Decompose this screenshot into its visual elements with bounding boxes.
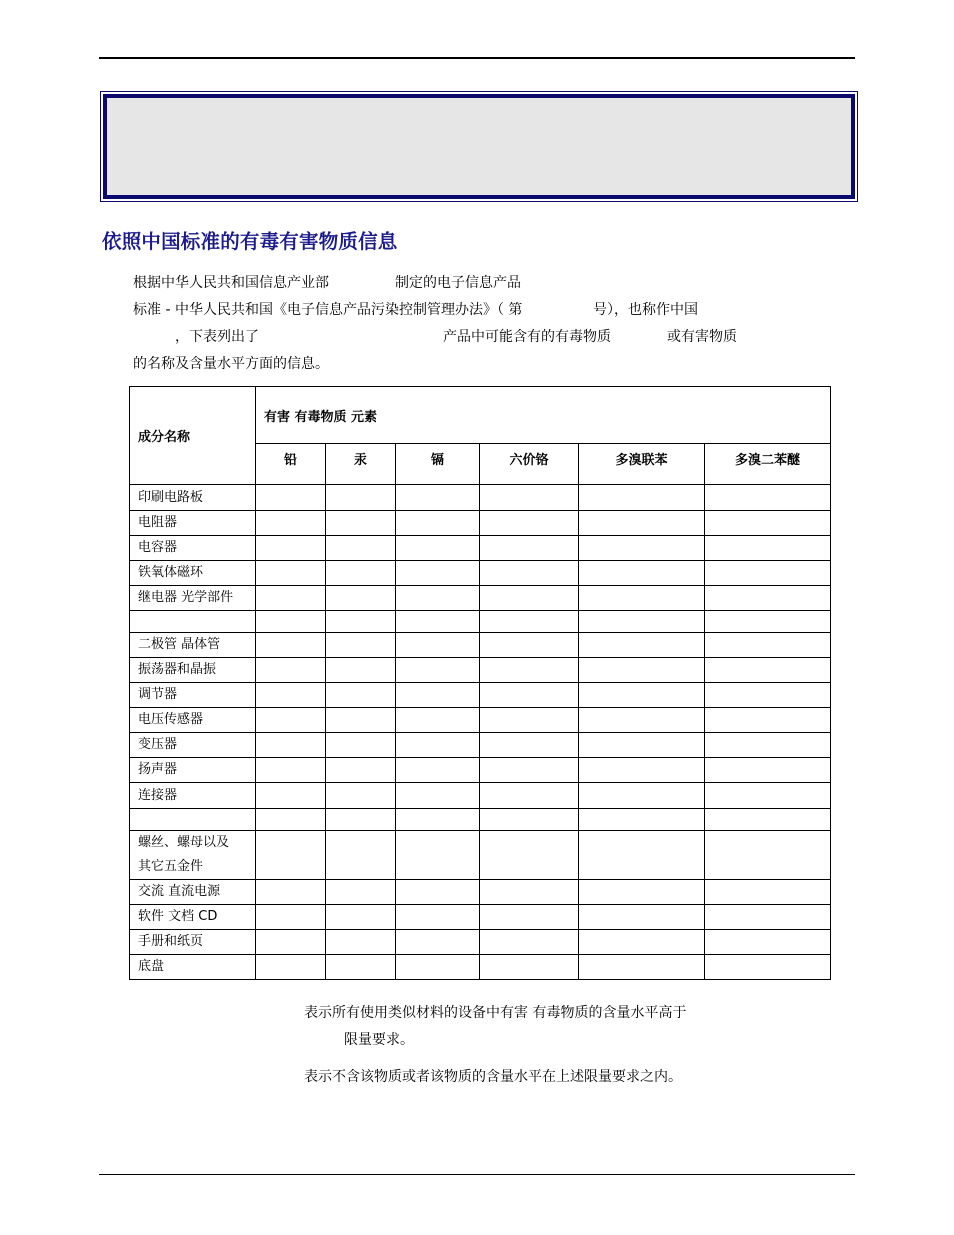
substance-cell: [579, 783, 705, 809]
element-header: 多溴联苯: [579, 444, 705, 485]
substance-cell: [256, 880, 326, 905]
substance-cell: [326, 611, 396, 633]
component-name: 连接器: [138, 787, 178, 803]
substance-cell: [579, 511, 705, 536]
component-name: 扬声器: [138, 762, 178, 777]
substance-cell: [480, 809, 579, 831]
substance-cell: [256, 708, 326, 733]
component-name-cell: [130, 733, 256, 758]
component-name-cell: [130, 708, 256, 733]
substance-cell: [480, 955, 579, 980]
component-name: 螺丝、螺母以及: [138, 835, 230, 850]
substance-cell: [256, 683, 326, 708]
substance-cell: [326, 586, 396, 611]
substance-cell: [480, 783, 579, 809]
substance-cell: [579, 611, 705, 633]
component-name: 继电器 光学部件: [138, 590, 234, 605]
component-name-header: 成分名称: [130, 387, 256, 485]
substance-cell: [396, 758, 480, 783]
substance-cell: [705, 536, 831, 561]
substance-cell: [396, 905, 480, 930]
substance-cell: [705, 708, 831, 733]
substance-cell: [579, 955, 705, 980]
component-name-cell: [130, 511, 256, 536]
substance-cell: [480, 611, 579, 633]
substance-cell: [256, 783, 326, 809]
element-header: 镉: [396, 444, 480, 485]
intro-text: 的名称及含量水平方面的信息。: [133, 356, 329, 372]
component-name-cell: [130, 683, 256, 708]
intro-line-3c: [667, 326, 737, 346]
substance-cell: [480, 683, 579, 708]
substance-cell: [705, 683, 831, 708]
table-row: [130, 611, 831, 633]
component-name-cell: [130, 485, 256, 511]
substance-cell: [256, 485, 326, 511]
substance-cell: [705, 758, 831, 783]
table-row: [130, 831, 831, 880]
table-body: [130, 485, 831, 980]
substance-cell: [705, 733, 831, 758]
component-name-cell: [130, 831, 256, 880]
component-name: 交流 直流电源: [138, 884, 221, 899]
component-name: 电压传感器: [138, 712, 204, 727]
intro-line-1b: [395, 272, 521, 292]
table-row: [130, 586, 831, 611]
substance-cell: [480, 586, 579, 611]
substance-cell: [396, 831, 480, 880]
substance-cell: [705, 611, 831, 633]
table-row: [130, 633, 831, 658]
substance-cell: [396, 658, 480, 683]
substance-cell: [705, 586, 831, 611]
component-name: 软件 文档 CD: [138, 909, 218, 924]
table-row: [130, 561, 831, 586]
substance-cell: [579, 831, 705, 880]
table-row: [130, 733, 831, 758]
component-name: 变压器: [138, 737, 178, 752]
substance-cell: [579, 708, 705, 733]
component-name-cell: [130, 611, 256, 633]
table-row: [130, 930, 831, 955]
substance-cell: [480, 930, 579, 955]
substance-cell: [396, 611, 480, 633]
component-name: 印刷电路板: [138, 489, 204, 505]
element-header: 铅: [256, 444, 326, 485]
substance-cell: [396, 880, 480, 905]
table-row: [130, 880, 831, 905]
substance-cell: [396, 633, 480, 658]
substance-cell: [326, 758, 396, 783]
component-name: 振荡器和晶振: [138, 662, 217, 677]
substance-cell: [326, 658, 396, 683]
element-header: 六价铬: [480, 444, 579, 485]
substance-cell: [705, 783, 831, 809]
note-line-1: 表示所有使用类似材料的设备中有害 有毒物质的含量水平高于: [304, 1005, 687, 1021]
header-banner: [103, 94, 855, 199]
substance-cell: [579, 485, 705, 511]
intro-text: 标准 - 中华人民共和国《电子信息产品污染控制管理办法》（ 第: [133, 302, 523, 318]
substance-cell: [326, 809, 396, 831]
substance-group-header: 有害 有毒物质 元素: [256, 387, 831, 444]
component-name: 底盘: [138, 959, 165, 974]
substance-cell: [326, 633, 396, 658]
component-name: 电容器: [138, 540, 178, 555]
substance-cell: [579, 561, 705, 586]
table-row: [130, 485, 831, 511]
substance-cell: [256, 831, 326, 880]
component-name-cell: [130, 658, 256, 683]
substance-cell: [396, 561, 480, 586]
table-row: [130, 708, 831, 733]
substance-cell: [326, 708, 396, 733]
substance-cell: [256, 658, 326, 683]
intro-text: 号），也称作中国: [593, 302, 698, 318]
intro-text: 产品中可能含有的有毒物质: [443, 329, 611, 345]
element-header: 多溴二苯醚: [705, 444, 831, 485]
component-name: 电阻器: [138, 515, 178, 530]
component-name-cell: [130, 561, 256, 586]
substance-cell: [396, 485, 480, 511]
substance-cell: [326, 485, 396, 511]
component-name-cell: [130, 809, 256, 831]
substance-cell: [480, 880, 579, 905]
substance-cell: [396, 783, 480, 809]
substance-cell: [705, 485, 831, 511]
substance-cell: [256, 561, 326, 586]
substance-cell: [256, 536, 326, 561]
component-name-cell: [130, 536, 256, 561]
substance-cell: [326, 905, 396, 930]
component-name-cell: [130, 955, 256, 980]
intro-line-3b: [443, 326, 611, 346]
substance-cell: [705, 930, 831, 955]
component-name: 铁氧体磁环: [138, 565, 204, 580]
substance-cell: [705, 880, 831, 905]
intro-text: 根据中华人民共和国信息产业部: [133, 275, 329, 291]
component-name: 其它五金件: [138, 859, 204, 874]
note-line-3: 表示不含该物质或者该物质的含量水平在上述限量要求之内。: [304, 1069, 682, 1085]
table-row: [130, 905, 831, 930]
intro-line-1: [133, 272, 329, 292]
substance-cell: [480, 658, 579, 683]
substance-cell: [396, 809, 480, 831]
intro-text: ，下表列出了: [175, 329, 259, 345]
intro-text: 制定的电子信息产品: [395, 275, 521, 291]
substance-cell: [396, 586, 480, 611]
substance-cell: [579, 733, 705, 758]
substance-cell: [480, 561, 579, 586]
substance-cell: [396, 536, 480, 561]
component-name-cell: [130, 783, 256, 809]
substance-cell: [579, 905, 705, 930]
table-row: [130, 955, 831, 980]
substance-cell: [705, 658, 831, 683]
substance-cell: [579, 536, 705, 561]
substance-cell: [256, 633, 326, 658]
substance-cell: [256, 586, 326, 611]
component-name-cell: [130, 880, 256, 905]
top-rule: [99, 57, 855, 59]
section-title: 依照中国标准的有毒有害物质信息: [102, 230, 398, 253]
substance-cell: [480, 733, 579, 758]
table-row: [130, 783, 831, 809]
substance-cell: [396, 511, 480, 536]
table-row: [130, 683, 831, 708]
substance-cell: [705, 831, 831, 880]
substance-cell: [326, 831, 396, 880]
component-name-cell: [130, 930, 256, 955]
substance-cell: [705, 809, 831, 831]
substance-cell: [480, 831, 579, 880]
component-name-cell: [130, 586, 256, 611]
substance-cell: [326, 511, 396, 536]
substance-cell: [705, 905, 831, 930]
substance-cell: [480, 633, 579, 658]
table-row: [130, 658, 831, 683]
intro-line-3: [175, 326, 259, 346]
substance-cell: [256, 955, 326, 980]
substance-cell: [326, 733, 396, 758]
substance-cell: [579, 758, 705, 783]
substance-cell: [579, 633, 705, 658]
substance-cell: [326, 561, 396, 586]
intro-text: 或有害物质: [667, 329, 737, 345]
substance-cell: [705, 561, 831, 586]
substance-cell: [256, 511, 326, 536]
substance-cell: [480, 511, 579, 536]
substance-cell: [256, 611, 326, 633]
component-name-cell: [130, 633, 256, 658]
substance-cell: [396, 708, 480, 733]
component-name-cell: [130, 758, 256, 783]
substance-cell: [480, 708, 579, 733]
substance-cell: [326, 880, 396, 905]
substance-cell: [579, 683, 705, 708]
substance-cell: [705, 633, 831, 658]
intro-line-2: [133, 299, 522, 319]
substance-cell: [256, 930, 326, 955]
table-row: [130, 511, 831, 536]
substance-cell: [579, 658, 705, 683]
substance-cell: [579, 930, 705, 955]
table-row: [130, 536, 831, 561]
component-name-cell: [130, 905, 256, 930]
substance-cell: [326, 536, 396, 561]
substance-cell: [326, 955, 396, 980]
intro-line-2b: [593, 299, 698, 319]
substance-cell: [579, 880, 705, 905]
component-name: 调节器: [138, 687, 178, 702]
substance-cell: [256, 758, 326, 783]
element-header: 汞: [326, 444, 396, 485]
substance-cell: [396, 733, 480, 758]
note-line-2: 限量要求。: [344, 1032, 414, 1048]
intro-line-4: [133, 353, 329, 373]
substance-cell: [326, 783, 396, 809]
substance-cell: [256, 809, 326, 831]
substance-cell: [396, 955, 480, 980]
table-row: [130, 758, 831, 783]
substance-cell: [480, 758, 579, 783]
hazardous-substance-table: [129, 386, 831, 980]
component-name: 手册和纸页: [138, 934, 204, 949]
substance-cell: [480, 485, 579, 511]
substance-cell: [256, 733, 326, 758]
component-name: 二极管 晶体管: [138, 637, 221, 652]
substance-cell: [326, 683, 396, 708]
substance-cell: [326, 930, 396, 955]
substance-cell: [396, 683, 480, 708]
substance-cell: [256, 905, 326, 930]
table-row: [130, 809, 831, 831]
substance-cell: [705, 955, 831, 980]
substance-cell: [705, 511, 831, 536]
bottom-rule: [99, 1174, 855, 1175]
substance-cell: [579, 809, 705, 831]
substance-cell: [480, 905, 579, 930]
substance-cell: [579, 586, 705, 611]
substance-cell: [396, 930, 480, 955]
substance-cell: [480, 536, 579, 561]
